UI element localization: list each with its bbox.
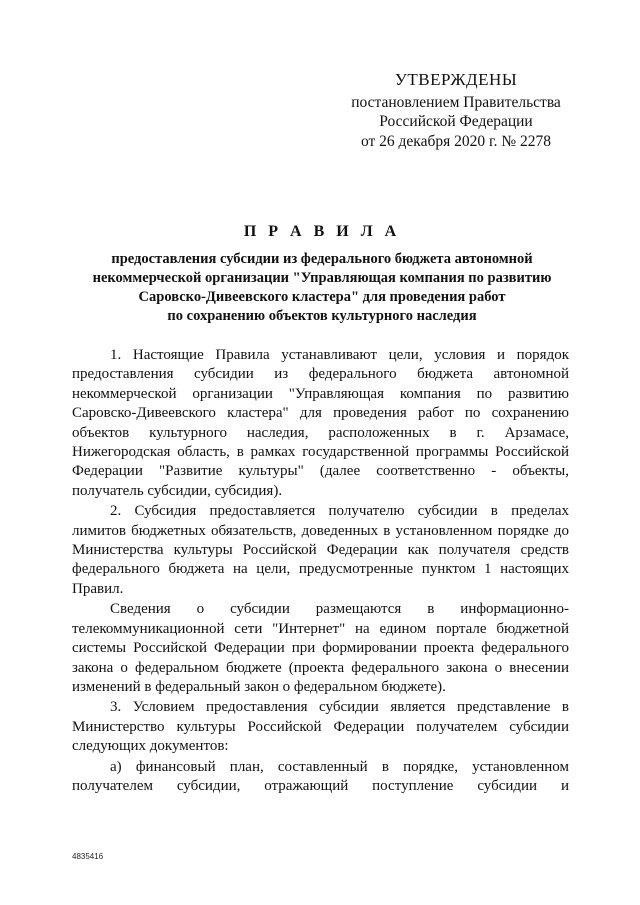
approval-stamp: [330, 70, 582, 151]
approval-line-3: от 26 декабря 2020 г. № 2278: [360, 132, 552, 150]
subtitle-line: некоммерческой организации "Управляющая компания по развитию: [92, 270, 552, 286]
subtitle-line: по сохранению объектов культурного наследия: [167, 308, 477, 324]
paragraph-3: 3. Условием предоставления субсидии является представление в Министерство культуры Российской Федерации получателем субсидии следующих документов:: [72, 699, 569, 755]
subtitle-line: Саровско-Дивеевского кластера" для проведения работ: [138, 289, 506, 305]
document-subtitle: [70, 250, 574, 326]
approval-line-2: Российской Федерации: [379, 113, 533, 130]
document-body: [72, 346, 569, 797]
paragraph-2: 2. Субсидия предоставляется получателю субсидии в пределах лимитов бюджетных обязательств, доведенных в установленном порядке до Министерства культуры Российской Федерации как получателя средств федерального бюджета на цели, предусмотренные пунктом 1 настоящих Правил.: [72, 503, 569, 597]
approval-title: УТВЕРЖДЕНЫ: [394, 70, 518, 89]
paragraph-2-info: Сведения о субсидии размещаются в информационно-телекоммуникационной сети "Интернет" на едином портале бюджетной системы Российской Федерации при формировании проекта федерального закона о федеральном бюджете (проекта федерального закона о внесении изменений в федеральный закон о федеральном бюджете).: [72, 601, 569, 695]
document-title: П Р А В И Л А: [243, 223, 401, 240]
approval-line-1: постановлением Правительства: [351, 93, 561, 111]
paragraph-1: 1. Настоящие Правила устанавливают цели, условия и порядок предоставления субсидии из федерального бюджета автономной некоммерческой организации "Управляющая компания по развитию Саровско-Дивеевского кластера" для проведения работ по сохранению объектов культурного наследия, расположенных в г. Арзамасе, Нижегородская область, в рамках государственной программы Российской Федерации "Развитие культуры" (далее соответственно - объекты, получатель субсидии, субсидия).: [72, 347, 569, 499]
subtitle-line: предоставления субсидии из федерального бюджета автономной: [111, 251, 533, 267]
document-heading: [70, 223, 574, 326]
document-code: 4835416: [72, 852, 104, 861]
paragraph-3a: а) финансовый план, составленный в порядке, установленном получателем субсидии, отражающий поступление субсидии и: [72, 758, 569, 794]
